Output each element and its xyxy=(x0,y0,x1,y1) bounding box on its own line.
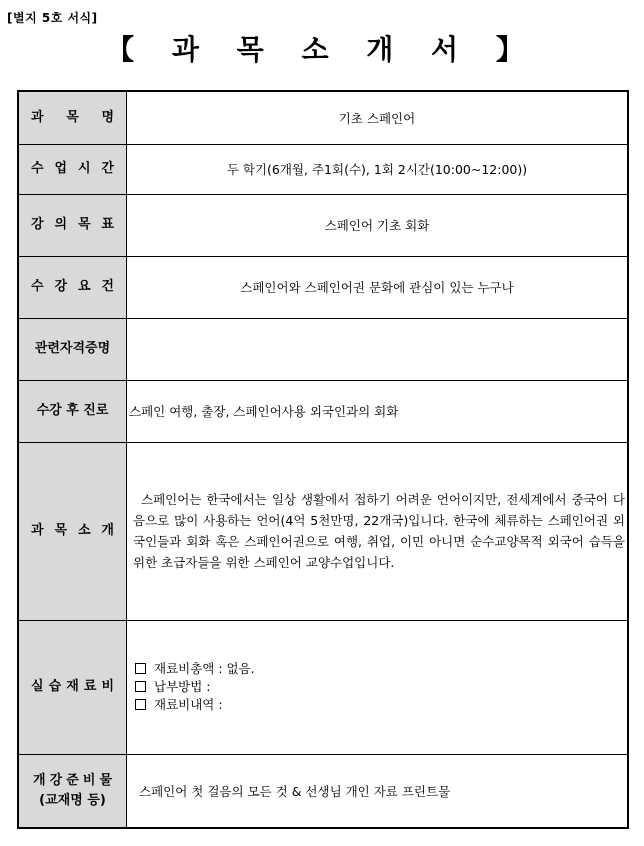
row-materials-fee xyxy=(18,620,628,754)
label-char: 료 xyxy=(83,679,97,694)
label-char: 물 xyxy=(99,772,112,788)
label-char: 수 xyxy=(31,279,44,294)
label-char: 목 xyxy=(77,217,91,232)
label-char: 비 xyxy=(101,679,114,694)
row-subject-name xyxy=(18,91,628,144)
label-char: 재 xyxy=(66,679,79,694)
label-career: 수강 후 진로 xyxy=(18,380,127,442)
label-char: 개 xyxy=(101,523,114,538)
label-char: 과 xyxy=(31,523,44,538)
fee-checklist xyxy=(135,660,627,714)
form-number: [별지 5호 서식] xyxy=(7,11,98,25)
checkbox-icon[interactable] xyxy=(135,699,146,710)
label-certificate: 관련자격증명 xyxy=(18,318,127,380)
fee-total-item xyxy=(135,660,627,678)
row-goal xyxy=(18,194,628,256)
intro-paragraph: 스페인어는 한국에서는 일상 생활에서 접하기 어려운 언어이지만, 전세계에서 중국어 다음으로 많이 사용하는 언어(4억 5천만명, 22개국)입니다. 한국에 체류하는 스페인어권 외국인들과 회화 혹은 스페인어권으로 여행, 취업, 이민 아니면 순수교양목적 외국어 습득을 위한 초급자들을 위한 스페인어 교양수업입니다. xyxy=(133,492,625,570)
course-materials-text: 스페인어 첫 걸음의 모든 것 & 선생님 개인 자료 프린트물 xyxy=(139,783,451,799)
payment-method-text: 납부방법 : xyxy=(154,679,211,694)
fee-details-text: 재료비내역 : xyxy=(154,697,223,712)
label-line-2: (교재명 등) xyxy=(39,792,106,808)
label-char: 의 xyxy=(54,217,68,232)
label-class-time xyxy=(18,144,127,194)
label-char: 소 xyxy=(77,523,91,538)
fee-total-text: 재료비총액 : 없음. xyxy=(154,661,255,676)
label-char: 명 xyxy=(101,109,114,125)
checkbox-icon[interactable] xyxy=(135,681,146,692)
label-char: 준 xyxy=(66,772,79,788)
label-goal xyxy=(18,194,127,256)
row-intro xyxy=(18,442,628,620)
value-intro xyxy=(127,442,629,620)
value-certificate xyxy=(127,318,629,380)
value-career: 스페인 여행, 출장, 스페인어사용 외국인과의 회화 xyxy=(127,380,629,442)
label-char: 강 xyxy=(31,217,44,232)
row-class-time xyxy=(18,144,628,194)
label-char: 요 xyxy=(77,279,91,294)
label-char: 개 xyxy=(33,772,46,788)
document-title: 【 과 목 소 개 서 】 xyxy=(106,33,538,66)
fee-details-item xyxy=(135,696,627,714)
label-char: 건 xyxy=(101,279,114,294)
row-certificate xyxy=(18,318,628,380)
label-char: 표 xyxy=(101,217,114,232)
label-char: 습 xyxy=(48,679,62,694)
label-char: 간 xyxy=(101,161,114,176)
value-requirements: 스페인어와 스페인어권 문화에 관심이 있는 누구나 xyxy=(127,256,629,318)
label-requirements xyxy=(18,256,127,318)
label-char: 강 xyxy=(49,772,63,788)
label-char: 시 xyxy=(77,161,91,176)
value-goal: 스페인어 기초 회화 xyxy=(127,194,629,256)
value-course-materials xyxy=(127,754,629,828)
label-char: 업 xyxy=(54,161,68,176)
course-intro-table xyxy=(17,90,629,829)
label-char: 수 xyxy=(31,161,44,176)
label-char: 목 xyxy=(66,109,79,125)
value-class-time: 두 학기(6개월, 주1회(수), 1회 2시간(10:00~12:00)) xyxy=(127,144,629,194)
value-materials-fee xyxy=(127,620,629,754)
value-subject-name: 기초 스페인어 xyxy=(127,91,629,144)
label-char: 실 xyxy=(31,679,44,694)
row-career xyxy=(18,380,628,442)
label-char: 비 xyxy=(82,772,96,788)
label-char: 강 xyxy=(54,279,68,294)
label-char: 과 xyxy=(31,109,44,125)
label-subject-name xyxy=(18,91,127,144)
checkbox-icon[interactable] xyxy=(135,663,146,674)
payment-method-item xyxy=(135,678,627,696)
label-char: 목 xyxy=(54,523,68,538)
row-requirements xyxy=(18,256,628,318)
label-materials-fee xyxy=(18,620,127,754)
label-course-materials xyxy=(18,754,127,828)
row-course-materials xyxy=(18,754,628,828)
label-intro xyxy=(18,442,127,620)
